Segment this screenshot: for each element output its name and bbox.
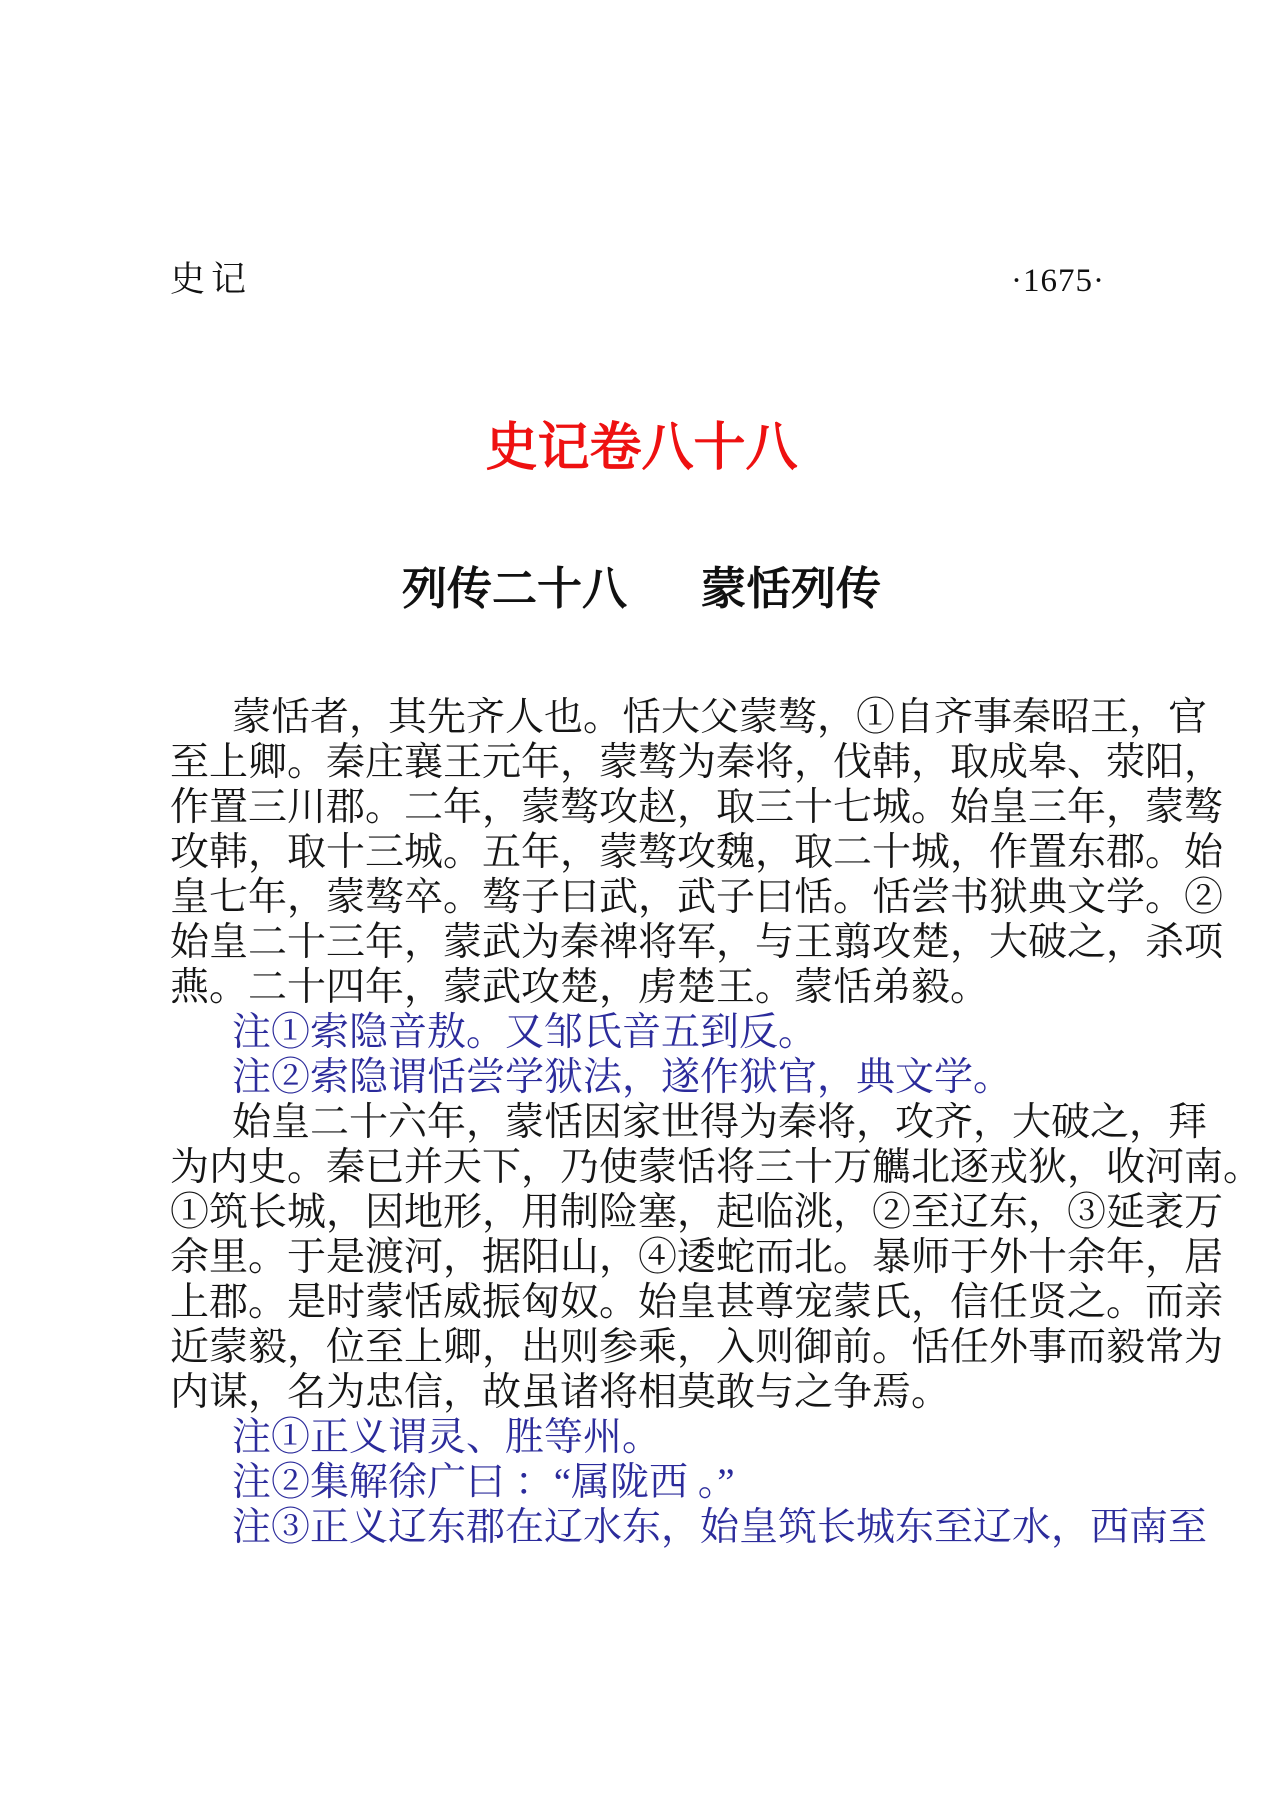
section-title-mengtian: 蒙恬列传	[701, 563, 882, 614]
annotation-line: 注②索隐谓恬尝学狱法，遂作狱官，典文学。	[232, 1056, 1013, 1099]
text-line: 上郡。是时蒙恬威振匈奴。始皇甚尊宠蒙氏，信任贤之。而亲	[170, 1281, 1224, 1324]
text-line: 蒙恬者，其先齐人也。恬大父蒙骜，①自齐事秦昭王，官	[232, 696, 1208, 739]
text-line: 攻韩，取十三城。五年，蒙骜攻魏，取二十城，作置东郡。始	[170, 831, 1224, 874]
annotation-line: 注①正义谓灵、胜等州。	[232, 1416, 662, 1459]
text-line: 始皇二十三年，蒙武为秦禆将军，与王翦攻楚，大破之，杀项	[170, 921, 1224, 964]
running-header-book-title: 史记	[170, 260, 253, 299]
section-title	[0, 552, 1283, 617]
chapter-title: 史记卷八十八	[485, 419, 798, 477]
page-body	[170, 695, 1263, 1550]
text-line: ①筑长城，因地形，用制险塞，起临洮，②至辽东，③延袤万	[170, 1191, 1224, 1234]
text-line: 皇七年，蒙骜卒。骜子曰武，武子曰恬。恬尝书狱典文学。②	[170, 876, 1224, 919]
annotation-line: 注③正义辽东郡在辽水东，始皇筑长城东至辽水，西南至	[232, 1506, 1208, 1549]
text-line: 内谋，名为忠信，故虽诸将相莫敢与之争焉。	[170, 1371, 951, 1414]
text-line: 燕。二十四年，蒙武攻楚，虏楚王。蒙恬弟毅。	[170, 966, 990, 1009]
text-line: 作置三川郡。二年，蒙骜攻赵，取三十七城。始皇三年，蒙骜	[170, 786, 1224, 829]
page-number: ·1675·	[1011, 263, 1105, 299]
page-header	[170, 252, 1105, 302]
annotation-line: 注②集解徐广曰 ：“属陇西 。”	[232, 1461, 735, 1504]
text-line: 始皇二十六年，蒙恬因家世得为秦将，攻齐，大破之，拜	[232, 1101, 1208, 1144]
annotation-line: 注①索隐音敖。又邹氏音五到反。	[232, 1011, 818, 1054]
section-title-liezhuan: 列传二十八	[401, 563, 627, 614]
text-line: 为内史。秦已并天下，乃使蒙恬将三十万觽北逐戎狄，收河南。	[170, 1146, 1263, 1189]
text-line: 至上卿。秦庄襄王元年，蒙骜为秦将，伐韩，取成皋、荥阳，	[170, 741, 1224, 784]
text-line: 近蒙毅，位至上卿，出则参乘，入则御前。恬任外事而毅常为	[170, 1326, 1224, 1369]
text-line: 余里。于是渡河，据阳山，④逶蛇而北。暴师于外十余年，居	[170, 1236, 1224, 1279]
